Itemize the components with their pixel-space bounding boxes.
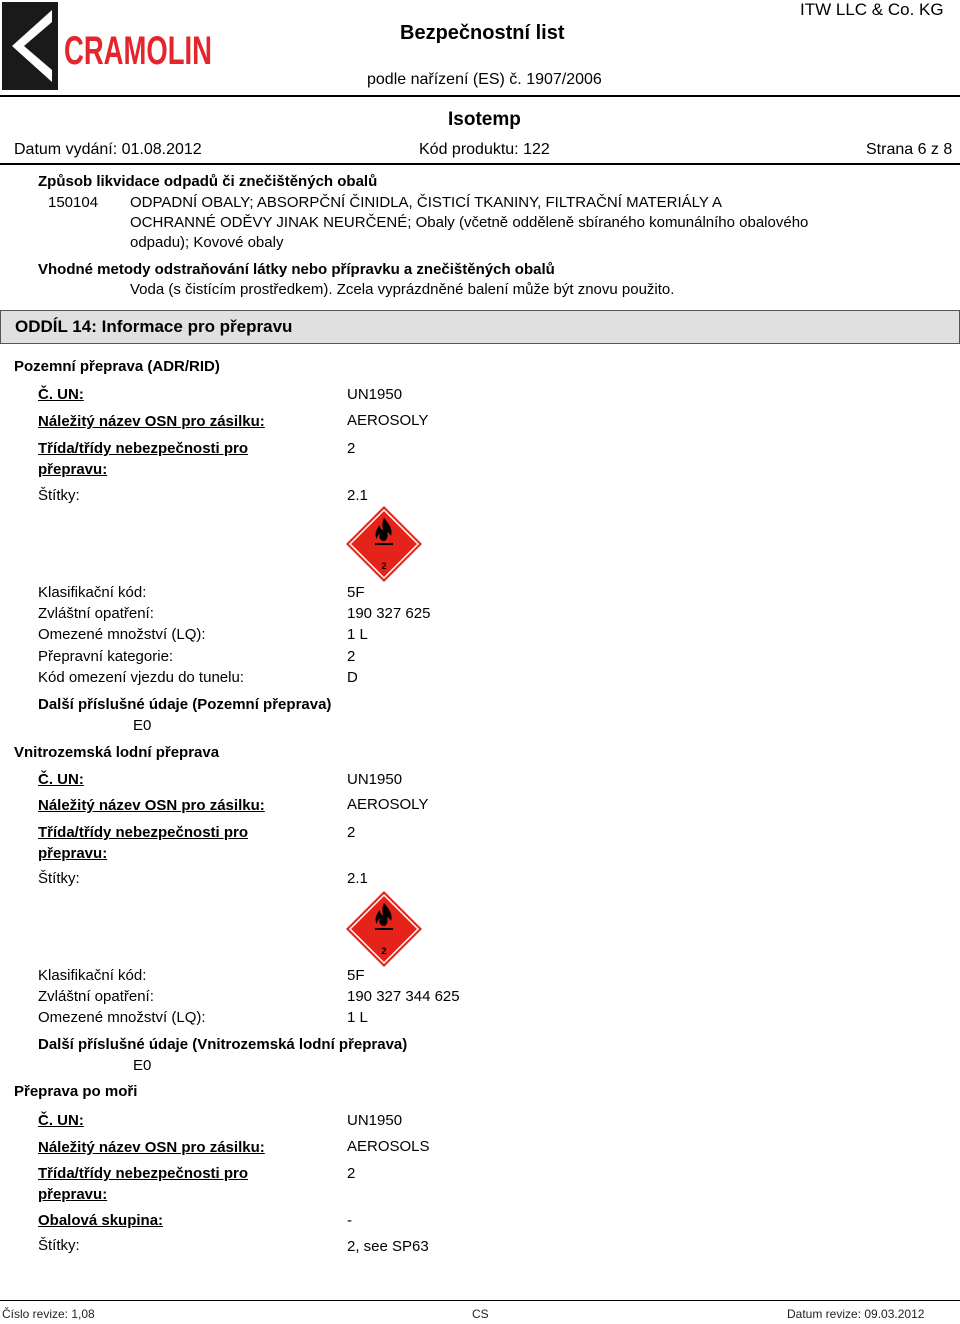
inland-other-heading: Další příslušné údaje (Vnitrozemská lodní přeprava) [38,1036,408,1053]
language-code: CS [472,1307,489,1321]
land-class-label-2: přepravu: [38,461,108,478]
land-class-label: Třída/třídy nebezpečnosti pro [38,440,249,457]
revision-number: Číslo revize: 1,08 [2,1307,95,1321]
product-code: Kód produktu: 122 [419,141,550,158]
inland-un-value: UN1950 [347,771,403,788]
logo [2,2,218,90]
land-tunnel-value: D [347,669,358,686]
methods-heading: Vhodné metody odstraňování látky nebo přípravku a znečištěných obalů [38,261,555,278]
land-other-value: E0 [133,717,152,734]
sea-class-value: 2 [347,1165,356,1182]
inland-labels-label: Štítky: [38,870,80,887]
revision-date: Datum revize: 09.03.2012 [787,1307,925,1321]
page-number: Strana 6 z 8 [866,141,953,158]
sea-un-value: UN1950 [347,1112,403,1129]
header-divider-2 [0,163,960,165]
header-divider [0,95,960,97]
inland-classcode-label: Klasifikační kód: [38,967,147,984]
sea-heading: Přeprava po moři [14,1083,138,1100]
inland-name-value: AEROSOLY [347,796,429,813]
sea-un-label: Č. UN: [38,1112,84,1129]
land-un-label: Č. UN: [38,386,84,403]
land-labels-label: Štítky: [38,487,80,504]
inland-class-label-2: přepravu: [38,845,108,862]
land-lq-value: 1 L [347,626,368,643]
logo-text: CRAMOLIN [64,29,212,73]
inland-classcode-value: 5F [347,967,365,984]
sea-packing-value: - [347,1212,352,1229]
sea-name-label: Náležitý název OSN pro zásilku: [38,1139,265,1156]
flammable-gas-pictogram [345,505,423,583]
land-labels-value: 2.1 [347,487,368,504]
issue-date: Datum vydání: 01.08.2012 [14,141,202,158]
sea-class-label-2: přepravu: [38,1186,108,1203]
section-14-header [0,310,960,344]
waste-desc-line: odpadu); Kovové obaly [130,234,284,251]
land-special-value: 190 327 625 [347,605,431,622]
regulation: podle nařízení (ES) č. 1907/2006 [367,71,602,88]
land-other-heading: Další příslušné údaje (Pozemní přeprava) [38,696,332,713]
inland-labels-value: 2.1 [347,870,368,887]
land-transport-cat-value: 2 [347,648,356,665]
inland-name-label: Náležitý název OSN pro zásilku: [38,797,265,814]
land-tunnel-label: Kód omezení vjezdu do tunelu: [38,669,244,686]
land-name-value: AEROSOLY [347,412,429,429]
land-name-label: Náležitý název OSN pro zásilku: [38,413,265,430]
inland-special-value: 190 327 344 625 [347,988,460,1005]
inland-lq-label: Omezené množství (LQ): [38,1009,206,1026]
land-transport-cat-label: Přepravní kategorie: [38,648,174,665]
methods-text: Voda (s čistícím prostředkem). Zcela vyprázdněné balení může být znovu použito. [130,281,675,298]
land-lq-label: Omezené množství (LQ): [38,626,206,643]
section-title: ODDÍL 14: Informace pro přepravu [15,317,293,336]
inland-special-label: Zvláštní opatření: [38,988,154,1005]
waste-desc-line: ODPADNÍ OBALY; ABSORPČNÍ ČINIDLA, ČISTICÍ TKANINY, FILTRAČNÍ MATERIÁLY A [130,194,722,211]
inland-class-label: Třída/třídy nebezpečnosti pro [38,824,249,841]
logo-graphic [2,2,218,90]
sea-labels-label: Štítky: [38,1237,80,1254]
sea-packing-label: Obalová skupina: [38,1212,164,1229]
pictogram-number: 2 [381,561,387,571]
doc-title: Bezpečnostní list [400,22,565,44]
sea-class-label: Třída/třídy nebezpečnosti pro [38,1165,249,1182]
company-name: ITW LLC & Co. KG [800,0,944,19]
inland-other-value: E0 [133,1057,152,1074]
land-classcode-label: Klasifikační kód: [38,584,147,601]
inland-un-label: Č. UN: [38,771,84,788]
land-un-value: UN1950 [347,386,403,403]
land-special-label: Zvláštní opatření: [38,605,154,622]
sea-name-value: AEROSOLS [347,1138,430,1155]
disposal-heading: Způsob likvidace odpadů či znečištěných obalů [38,173,378,190]
waste-desc-line: OCHRANNÉ ODĚVY JINAK NEURČENÉ; Obaly (včetně odděleně sbíraného komunálního obalového [130,214,809,231]
product-name: Isotemp [448,109,521,130]
flammable-gas-pictogram [345,890,423,968]
land-heading: Pozemní přeprava (ADR/RID) [14,358,220,375]
inland-class-value: 2 [347,824,356,841]
sea-labels-value: 2, see SP63 [347,1238,429,1255]
footer-divider [0,1300,960,1301]
waste-code: 150104 [48,194,99,211]
land-class-value: 2 [347,440,356,457]
pictogram-number: 2 [381,946,387,956]
inland-heading: Vnitrozemská lodní přeprava [14,744,220,761]
land-classcode-value: 5F [347,584,365,601]
inland-lq-value: 1 L [347,1009,368,1026]
